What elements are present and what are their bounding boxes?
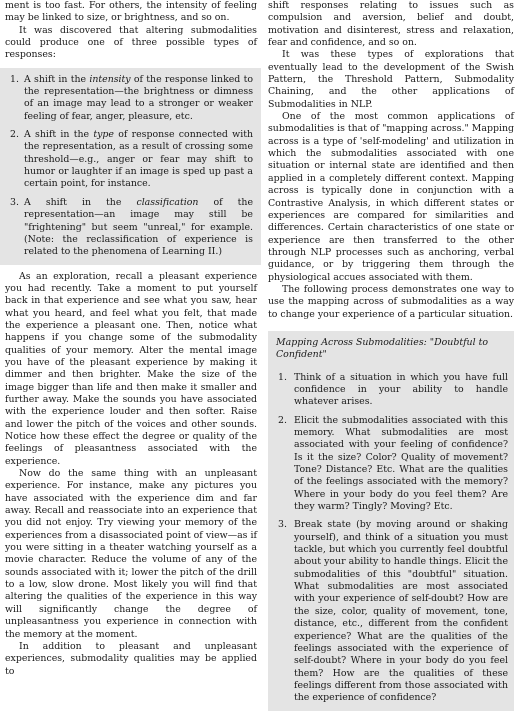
left-column <box>5 0 257 678</box>
paragraph-exploration: As an exploration, recall a pleasant experience you had recently. Take a moment to put yourself back in that experience and see what you saw, hear what you heard, and feel what you felt, that made the experience a pleasant one. Then, notice what happens if you change some of the submodality qualities of your memory. Alter the mental image you have of the pleasant experience by making it dimmer and then brighter. Make the size of the image bigger than life and then make it smaller and further away. Make the sounds you have associated with the experience louder and then softer. Raise and lower the pitch of the voices and other sounds. Notice how these effect the degree or quality of the feelings of pleasantness associated with the experience. <box>5 270 257 467</box>
paragraph-mapping-across: One of the most common applications of submodalities is that of "mapping across." Mapping across is a type of 'self-modeling' and utilization in which the submodalities associated with one situation or internal state are identified and then applied in a completely different context. Mapping across is typically done in conjunction with a Contrastive Analysis, in which different states or experiences are compared for similarities and differences. Certain characteristics of one state or experience are then transferred to the other through NLP processes such as anchoring, verbal guidance, or by triggering them through the physiological accues associated with them. <box>268 111 515 283</box>
right-column <box>268 0 514 717</box>
list-item: 2. A shift in the type of response connected with the representation, as a result of crossing some threshold—e.g., anger or fear may shift to humor or laughter if an image is sped up past a certain point, for instance. <box>10 129 253 190</box>
list-item: 2. Elicit the submodalities associated with this memory. What submodalities are most associated with your feeling of confidence? Is it the size? Color? Quality of movement? Tone? Distance? Etc. What are the qualities of the feelings associated with the memory? Where in your body do you feel them? Are they warm? Tingly? Moving? Etc. <box>278 414 508 513</box>
responses-box <box>0 68 261 265</box>
list-item: 1. A shift in the intensity of the response linked to the representation—the brightness or dimness of an image may lead to a stronger or weaker feeling of fear, anger, pleasure, etc. <box>10 73 253 122</box>
list-item: 1. Think of a situation in which you have full confidence in your ability to handle whatever arises. <box>278 371 508 408</box>
paragraph-following: The following process demonstrates one way to use the mapping across of submodalities as a way to change your experience of a particular situation. <box>268 283 514 320</box>
procedure-box <box>268 331 514 711</box>
list-item: 3. Break state (by moving around or shaking yourself), and think of a situation you must tackle, but which you currently feel doubtful about your ability to handle things. Elicit the submodalities of this "doubtful" situation. What submodalities are most associated with your experience of self-doubt? How are the size, color, quality of movement, tone, distance, etc., different from the confident experience? What are the qualities of the feelings associated with the experience of self-doubt? Where in your body do you feel them? How are the qualities of these feelings different from those associated with the experience of confidence? <box>278 519 508 704</box>
paragraph-discovered: It was discovered that altering submodalities could produce one of three possible types of responses: <box>5 24 257 61</box>
procedure-steps <box>276 372 508 705</box>
list-item: 3. A shift in the classification of the representation—an image may still be "frightening" but seem "unreal," for example. (Note: the reclassification of experience is related to the phenomena of Learning II.) <box>10 196 253 258</box>
procedure-title: Mapping Across Submodalities: "Doubtful to Confident" <box>276 336 488 361</box>
paragraph-explorations: It was these types of explorations that eventually lead to the development of the Swish Pattern, the Threshold Pattern, Submodality Chaining, and the other applications of Submodalities in NLP. <box>268 49 514 110</box>
paragraph-addition: In addition to pleasant and unpleasant experiences, submodality qualities may be applied to <box>5 640 257 677</box>
paragraph-intro: ment is too fast. For others, the intensity of feeling may be linked to size, or brightness, and so on. <box>5 0 257 24</box>
responses-list <box>10 74 253 259</box>
paragraph-shift: shift responses relating to issues such as compulsion and aversion, belief and doubt, motivation and disinterest, stress and relaxation, fear and confidence, and so on. <box>268 0 514 49</box>
paragraph-unpleasant: Now do the same thing with an unpleasant experience. For instance, make any pictures you have associated with the experience dim and far away. Recall and reassociate into an experience that you did not enjoy. Try viewing your memory of the experiences from a disassociated point of view—as if you were sitting in a theater watching yourself as a movie character. Reduce the volume of any of the sounds associated with it; lower the pitch of the drill to a low, slow drone. Most likely you will find that altering the qualities of the experience in this way will significantly change the degree of unpleasantness you experience in connection with the memory at the moment. <box>5 468 257 640</box>
